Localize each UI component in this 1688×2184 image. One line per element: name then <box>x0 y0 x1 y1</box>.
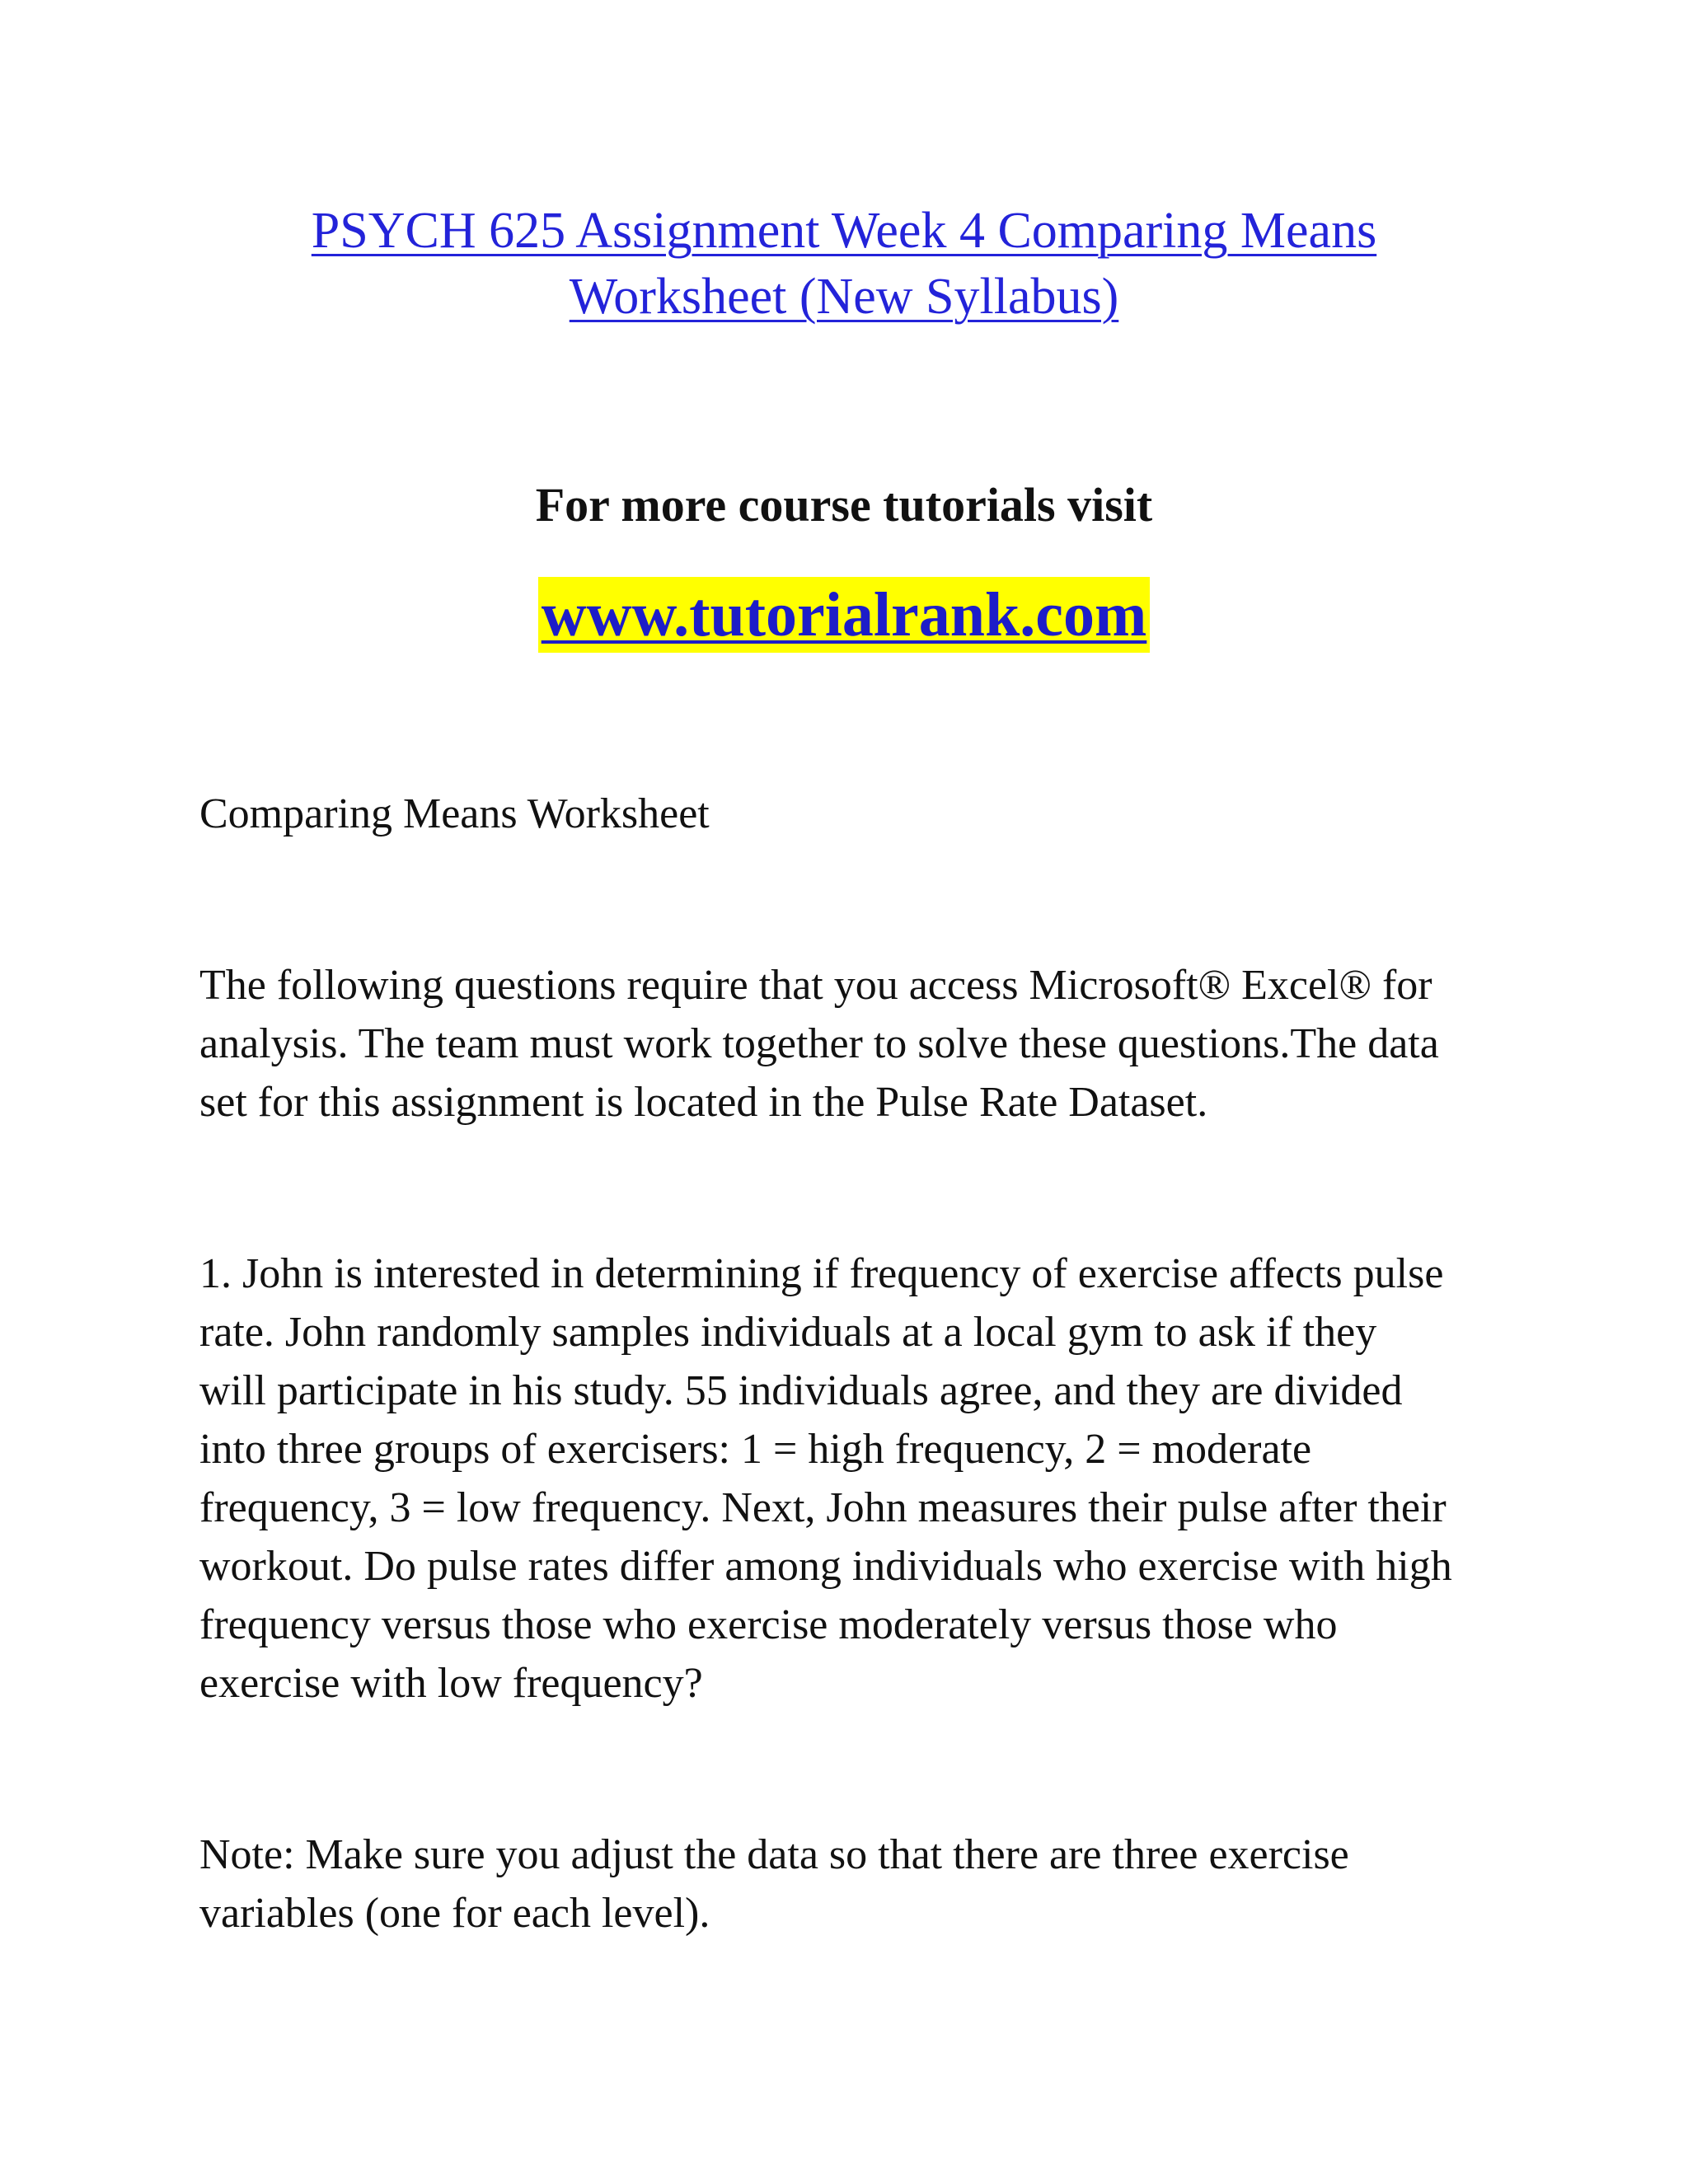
title-line-1: PSYCH 625 Assignment Week 4 Comparing Means <box>311 203 1377 259</box>
intro-line: analysis. The team must work together to solve these questions.The data <box>199 1020 1439 1067</box>
intro-paragraph <box>199 956 1551 1132</box>
note-line: Note: Make sure you adjust the data so that there are three exercise <box>199 1831 1349 1878</box>
intro-line: set for this assignment is located in the Pulse Rate Dataset. <box>199 1079 1208 1126</box>
intro-line: The following questions require that you access Microsoft® Excel® for <box>199 962 1432 1009</box>
question-line: rate. John randomly samples individuals at a local gym to ask if they <box>199 1309 1377 1356</box>
question-line: into three groups of exercisers: 1 = high frequency, 2 = moderate <box>199 1426 1312 1473</box>
question-1-paragraph <box>199 1244 1551 1713</box>
question-line: 1. John is interested in determining if frequency of exercise affects pulse <box>199 1250 1444 1297</box>
question-line: workout. Do pulse rates differ among individuals who exercise with high <box>199 1543 1452 1590</box>
question-line: exercise with low frequency? <box>199 1660 703 1707</box>
title-line-2: Worksheet (New Syllabus) <box>569 269 1119 325</box>
question-line: frequency versus those who exercise moderately versus those who <box>199 1601 1338 1648</box>
promo-url-link[interactable]: www.tutorialrank.com <box>538 577 1151 653</box>
promo-visit-text: For more course tutorials visit <box>535 478 1153 532</box>
question-line: will participate in his study. 55 individuals agree, and they are divided <box>199 1367 1403 1414</box>
note-line: variables (one for each level). <box>199 1890 710 1937</box>
promo-url-container <box>0 577 1688 653</box>
worksheet-heading: Comparing Means Worksheet <box>199 790 710 837</box>
document-title-link[interactable] <box>165 198 1523 330</box>
note-paragraph <box>199 1825 1551 1943</box>
question-line: frequency, 3 = low frequency. Next, John measures their pulse after their <box>199 1484 1447 1531</box>
